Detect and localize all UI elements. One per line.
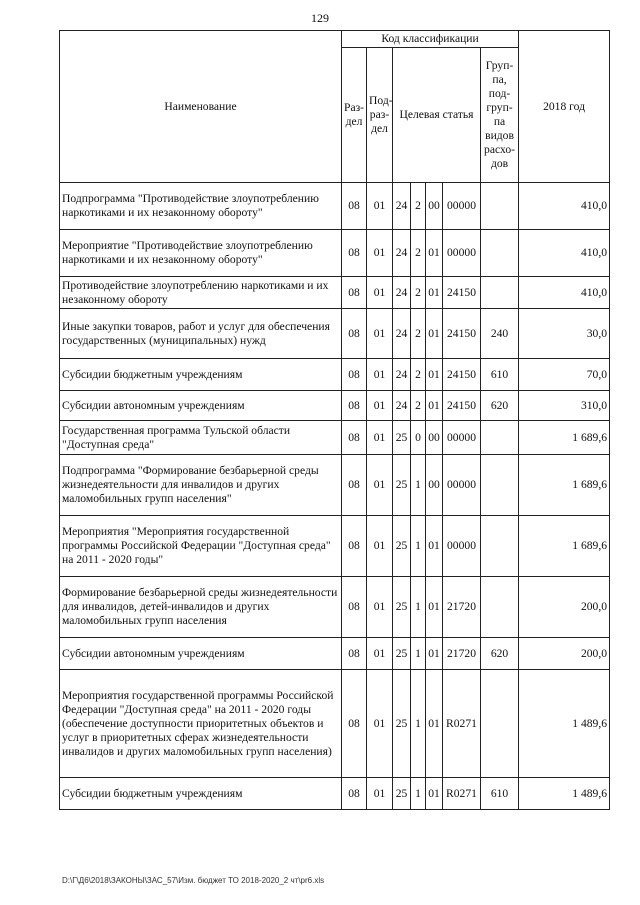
row-amount: 1 689,6 bbox=[519, 455, 610, 516]
row-name: Противодействие злоупотреблению наркотиками и их незаконному обороту bbox=[60, 277, 342, 309]
row-target-direction: 00000 bbox=[443, 183, 481, 230]
row-target-subprogram: 2 bbox=[411, 230, 426, 277]
row-razdel: 08 bbox=[342, 516, 367, 577]
row-podrazdel: 01 bbox=[367, 516, 393, 577]
row-target-program: 24 bbox=[393, 309, 411, 359]
row-target-event: 01 bbox=[426, 577, 443, 638]
row-target-subprogram: 0 bbox=[411, 421, 426, 455]
row-podrazdel: 01 bbox=[367, 421, 393, 455]
row-expense-group: 610 bbox=[481, 359, 519, 391]
row-target-direction: 24150 bbox=[443, 277, 481, 309]
row-amount: 1 689,6 bbox=[519, 421, 610, 455]
row-target-subprogram: 2 bbox=[411, 277, 426, 309]
row-target-event: 01 bbox=[426, 359, 443, 391]
row-expense-group bbox=[481, 577, 519, 638]
row-target-event: 01 bbox=[426, 230, 443, 277]
row-target-event: 01 bbox=[426, 638, 443, 670]
row-target-subprogram: 1 bbox=[411, 638, 426, 670]
table-row bbox=[60, 455, 610, 516]
row-name: Подпрограмма "Формирование безбарьерной среды жизнедеятельности для инвалидов и других маломобильных групп населения" bbox=[60, 455, 342, 516]
header-year: 2018 год bbox=[519, 31, 610, 183]
row-amount: 1 689,6 bbox=[519, 516, 610, 577]
row-expense-group bbox=[481, 455, 519, 516]
row-target-direction: R0271 bbox=[443, 670, 481, 778]
row-target-event: 01 bbox=[426, 670, 443, 778]
row-target-subprogram: 1 bbox=[411, 516, 426, 577]
row-amount: 200,0 bbox=[519, 577, 610, 638]
row-name: Мероприятия "Мероприятия государственной программы Российской Федерации "Доступная среда" на 2011 - 2020 годы" bbox=[60, 516, 342, 577]
row-target-direction: 00000 bbox=[443, 455, 481, 516]
row-name: Иные закупки товаров, работ и услуг для обеспечения государственных (муниципальных) нужд bbox=[60, 309, 342, 359]
row-target-direction: 24150 bbox=[443, 309, 481, 359]
row-name: Субсидии автономным учреждениям bbox=[60, 638, 342, 670]
row-target-program: 25 bbox=[393, 516, 411, 577]
row-name: Субсидии бюджетным учреждениям bbox=[60, 778, 342, 810]
row-razdel: 08 bbox=[342, 183, 367, 230]
row-expense-group bbox=[481, 516, 519, 577]
row-target-program: 24 bbox=[393, 230, 411, 277]
header-podrazdel: Под-раз-дел bbox=[367, 48, 393, 183]
row-expense-group: 610 bbox=[481, 778, 519, 810]
row-amount: 1 489,6 bbox=[519, 778, 610, 810]
footer-file-path: D:\Г\Д6\2018\ЗАКОНЫ\ЗАС_57\Изм. бюджет ТО 2018-2020_2 чт\pr6.xls bbox=[62, 876, 325, 885]
row-name: Мероприятие "Противодействие злоупотреблению наркотиками и их незаконному обороту" bbox=[60, 230, 342, 277]
table-row bbox=[60, 183, 610, 230]
table-row bbox=[60, 391, 610, 421]
row-razdel: 08 bbox=[342, 421, 367, 455]
budget-table bbox=[59, 30, 610, 810]
row-expense-group: 620 bbox=[481, 391, 519, 421]
row-target-subprogram: 1 bbox=[411, 778, 426, 810]
row-target-program: 25 bbox=[393, 638, 411, 670]
row-name: Формирование безбарьерной среды жизнедеятельности для инвалидов, детей-инвалидов и других маломобильных групп населения bbox=[60, 577, 342, 638]
row-target-program: 24 bbox=[393, 359, 411, 391]
row-expense-group bbox=[481, 421, 519, 455]
row-target-subprogram: 2 bbox=[411, 183, 426, 230]
row-expense-group bbox=[481, 230, 519, 277]
row-name: Подпрограмма "Противодействие злоупотреблению наркотиками и их незаконному обороту" bbox=[60, 183, 342, 230]
row-target-program: 25 bbox=[393, 421, 411, 455]
row-expense-group: 620 bbox=[481, 638, 519, 670]
header-group: Груп-па, под-груп-па видов расхо-дов bbox=[481, 48, 519, 183]
header-target: Целевая статья bbox=[393, 48, 481, 183]
row-target-subprogram: 2 bbox=[411, 391, 426, 421]
table-row bbox=[60, 670, 610, 778]
row-podrazdel: 01 bbox=[367, 309, 393, 359]
row-amount: 410,0 bbox=[519, 277, 610, 309]
row-podrazdel: 01 bbox=[367, 359, 393, 391]
row-expense-group bbox=[481, 183, 519, 230]
row-target-event: 01 bbox=[426, 277, 443, 309]
table-row bbox=[60, 577, 610, 638]
row-target-event: 01 bbox=[426, 778, 443, 810]
page-number: 129 bbox=[311, 11, 329, 25]
row-amount: 200,0 bbox=[519, 638, 610, 670]
row-razdel: 08 bbox=[342, 230, 367, 277]
row-target-direction: 00000 bbox=[443, 421, 481, 455]
row-razdel: 08 bbox=[342, 277, 367, 309]
header-code-group: Код классификации bbox=[342, 31, 519, 48]
row-amount: 70,0 bbox=[519, 359, 610, 391]
row-podrazdel: 01 bbox=[367, 455, 393, 516]
table-row bbox=[60, 421, 610, 455]
row-podrazdel: 01 bbox=[367, 183, 393, 230]
row-amount: 410,0 bbox=[519, 183, 610, 230]
row-target-direction: 24150 bbox=[443, 359, 481, 391]
table-row bbox=[60, 277, 610, 309]
row-podrazdel: 01 bbox=[367, 670, 393, 778]
row-target-event: 01 bbox=[426, 309, 443, 359]
row-razdel: 08 bbox=[342, 670, 367, 778]
row-expense-group bbox=[481, 670, 519, 778]
row-target-direction: R0271 bbox=[443, 778, 481, 810]
row-target-program: 24 bbox=[393, 277, 411, 309]
row-amount: 410,0 bbox=[519, 230, 610, 277]
row-podrazdel: 01 bbox=[367, 230, 393, 277]
row-razdel: 08 bbox=[342, 455, 367, 516]
row-target-event: 00 bbox=[426, 183, 443, 230]
row-target-subprogram: 2 bbox=[411, 359, 426, 391]
table-row bbox=[60, 230, 610, 277]
row-podrazdel: 01 bbox=[367, 277, 393, 309]
row-amount: 310,0 bbox=[519, 391, 610, 421]
row-target-program: 25 bbox=[393, 670, 411, 778]
row-expense-group: 240 bbox=[481, 309, 519, 359]
row-name: Субсидии автономным учреждениям bbox=[60, 391, 342, 421]
row-target-direction: 00000 bbox=[443, 230, 481, 277]
row-razdel: 08 bbox=[342, 638, 367, 670]
row-name: Субсидии бюджетным учреждениям bbox=[60, 359, 342, 391]
table-row bbox=[60, 516, 610, 577]
row-target-direction: 21720 bbox=[443, 638, 481, 670]
header-name: Наименование bbox=[60, 31, 342, 183]
row-razdel: 08 bbox=[342, 309, 367, 359]
row-target-program: 24 bbox=[393, 183, 411, 230]
row-target-direction: 00000 bbox=[443, 516, 481, 577]
row-razdel: 08 bbox=[342, 359, 367, 391]
row-target-subprogram: 1 bbox=[411, 577, 426, 638]
row-target-direction: 21720 bbox=[443, 577, 481, 638]
row-name: Мероприятия государственной программы Российской Федерации "Доступная среда" на 2011 - 2020 годы (обеспечение доступности приоритетных объектов и услуг в приоритетных сферах жизнедеятельности инвалидов и других маломобильных групп населения) bbox=[60, 670, 342, 778]
row-target-event: 00 bbox=[426, 455, 443, 516]
table-row bbox=[60, 778, 610, 810]
table-row bbox=[60, 309, 610, 359]
row-podrazdel: 01 bbox=[367, 778, 393, 810]
row-expense-group bbox=[481, 277, 519, 309]
row-target-direction: 24150 bbox=[443, 391, 481, 421]
row-podrazdel: 01 bbox=[367, 577, 393, 638]
row-razdel: 08 bbox=[342, 778, 367, 810]
row-target-subprogram: 1 bbox=[411, 455, 426, 516]
table-row bbox=[60, 359, 610, 391]
row-target-program: 25 bbox=[393, 778, 411, 810]
row-target-event: 01 bbox=[426, 516, 443, 577]
row-target-program: 25 bbox=[393, 577, 411, 638]
row-amount: 1 489,6 bbox=[519, 670, 610, 778]
row-target-program: 25 bbox=[393, 455, 411, 516]
row-podrazdel: 01 bbox=[367, 391, 393, 421]
row-target-program: 24 bbox=[393, 391, 411, 421]
row-target-subprogram: 2 bbox=[411, 309, 426, 359]
row-target-event: 01 bbox=[426, 391, 443, 421]
row-target-subprogram: 1 bbox=[411, 670, 426, 778]
row-razdel: 08 bbox=[342, 577, 367, 638]
row-razdel: 08 bbox=[342, 391, 367, 421]
row-target-event: 00 bbox=[426, 421, 443, 455]
row-name: Государственная программа Тульской области "Доступная среда" bbox=[60, 421, 342, 455]
row-podrazdel: 01 bbox=[367, 638, 393, 670]
header-razdel: Раз-дел bbox=[342, 48, 367, 183]
table-row bbox=[60, 638, 610, 670]
row-amount: 30,0 bbox=[519, 309, 610, 359]
